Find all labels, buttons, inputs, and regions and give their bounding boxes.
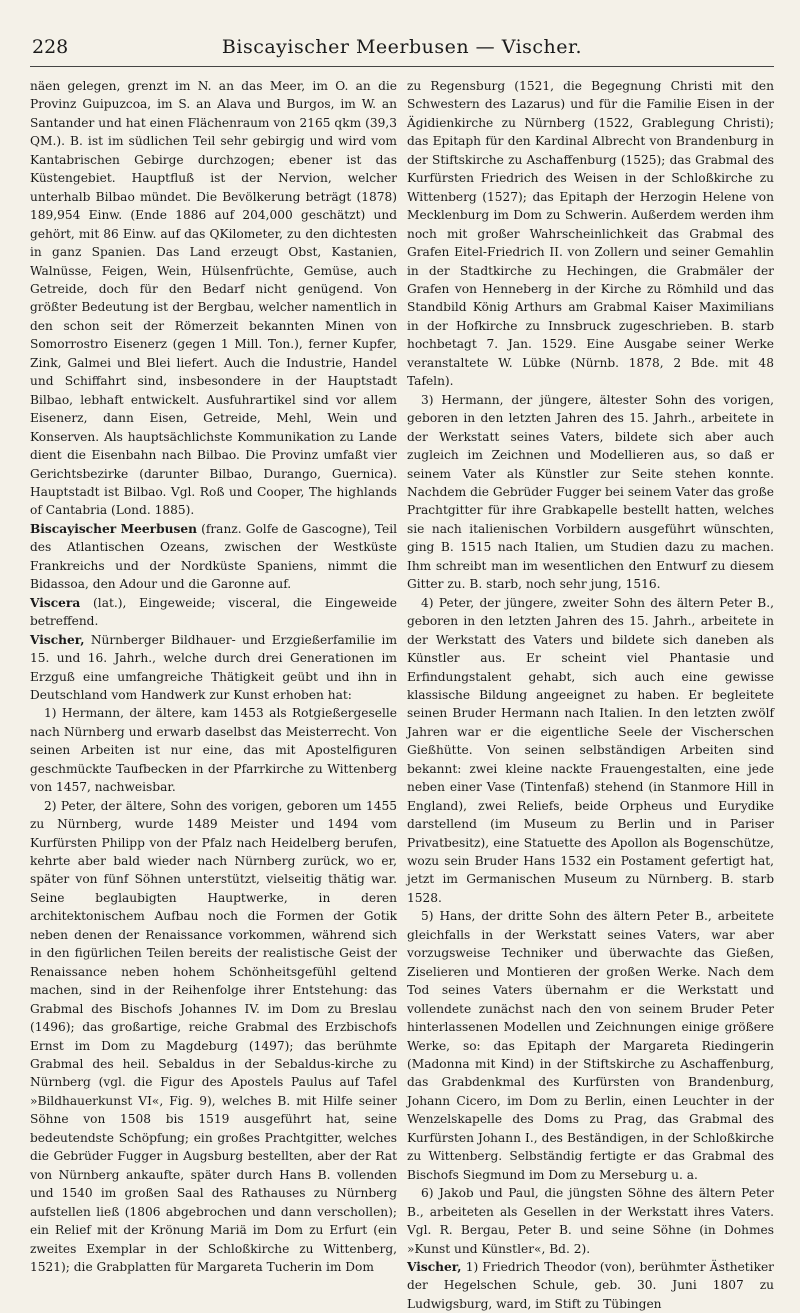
paragraph: zu Regensburg (1521, die Begegnung Christi mit den Schwestern des Lazarus) und für die Familie Eisen in der Ägidienkirche zu Nürnberg (1522, Grablegung Christi); das Epitaph für den Kardinal Albrecht von Brandenburg in der Stiftskirche zu Aschaffenburg (1525); das Grabmal des Kurfürsten Friedrich des Weisen in der Schloßkirche zu Wittenberg (1527); das Epitaph der Herzogin Helene von Mecklenburg im Dom zu Schwerin. Außerdem werden ihm noch mit großer Wahrscheinlichkeit das Grabmal des Grafen Eitel-Friedrich II. von Zollern und seiner Gemahlin in der Stadtkirche zu Hechingen, die Grabmäler der Grafen von Henneberg in der Kirche zu Römhild und das Standbild König Arthurs am Grabmal Kaiser Maximilians in der Hofkirche zu Innsbruck zugeschrieben. B. starb hochbetagt 7. Jan. 1529. Eine Ausgabe seiner Werke veranstaltete W. Lübke (Nürnb. 1878, 2 Bde. mit 48 Tafeln).: [407, 79, 774, 389]
dictionary-entry: [407, 1258, 774, 1313]
numbered-subentry: 3) Hermann, der jüngere, ältester Sohn des vorigen, geboren in den letzten Jahren des 15. Jahrh., arbeitete in der Werkstatt seines Vaters, bildete sich aber auch zugleich im Zeichnen und Modellieren aus, so daß er seinem Vater als Künstler zur Seite stehen konnte. Nachdem die Gebrüder Fugger bei seinem Vater das große Prachtgitter für ihre Grabkapelle bestellt hatten, welches sie nach italienischen Vorbildern ausgeführt wünschten, ging B. 1515 nach Italien, um Studien dazu zu machen. Ihm schreibt man im wesentlichen den Entwurf zu diesem Gitter zu. B. starb, noch sehr jung, 1516.: [407, 392, 774, 592]
numbered-subentry: 1) Hermann, der ältere, kam 1453 als Rotgießergeselle nach Nürnberg und erwarb daselbst das Meisterrecht. Von seinen Arbeiten ist nur eine, das mit Apostelfiguren geschmückte Taufbecken in der Pfarrkirche zu Wittenberg von 1457, nachweisbar.: [30, 706, 397, 795]
page-header: [30, 30, 774, 67]
entry-headword: Vischer,: [407, 1260, 462, 1274]
page-number: 228: [32, 36, 69, 58]
numbered-subentry: 5) Hans, der dritte Sohn des ältern Peter B., arbeitete gleichfalls in der Werkstatt seines Vaters, war aber vorzugsweise Techniker und überwachte das Gießen, Ziselieren und Montieren der großen Werke. Nach dem Tod seines Vaters übernahm er die Werkstatt und vollendete zunächst nach den von seinem Bruder Peter hinterlassenen Modellen und Zeichnungen einige größere Werke, so: das Epitaph der Margareta Riedingerin (Madonna mit Kind) in der Stiftskirche zu Aschaffenburg, das Grabdenkmal des Kurfürsten von Brandenburg, Johann Cicero, im Dom zu Berlin, einen Leuchter in der Wenzelskapelle des Doms zu Prag, das Grabmal des Kurfürsten Johann I., des Beständigen, in der Schloßkirche zu Wittenberg. Selbständig fertigte er das Grabmal des Bischofs Siegmund im Dom zu Merseburg u. a.: [407, 909, 774, 1182]
entry-body: (lat.), Eingeweide; visceral, die Eingeweide betreffend.: [30, 595, 397, 629]
numbered-subentry: 4) Peter, der jüngere, zweiter Sohn des ältern Peter B., geboren in den letzten Jahren des 15. Jahrh., arbeitete in der Werkstatt des Vaters und bildete sich daneben als Künstler aus. Er scheint viel Phantasie und Erfindungstalent gehabt, sich auch eine gewisse klassische Bildung angeeignet zu haben. Er begleitete seinen Bruder Hermann nach Italien. In den letzten zwölf Jahren war er die eigentliche Seele der Vischerschen Gießhütte. Von seinen selbständigen Arbeiten sind bekannt: zwei kleine nackte Frauengestalten, eine jede neben einer Vase (Tintenfaß) stehend (in Stanmore Hill in England), zwei Reliefs, beide Orpheus und Eurydike darstellend (im Museum zu Berlin und in Pariser Privatbesitz), eine Statuette des Apollon als Bogenschütze, wozu sein Bruder Hans 1532 ein Postament gefertigt hat, jetzt im Germanischen Museum zu Nürnberg. B. starb 1528.: [407, 595, 774, 905]
paragraph: näen gelegen, grenzt im N. an das Meer, im O. an die Provinz Guipuzcoa, im S. an Alava und Burgos, im W. an Santander und hat einen Flächenraum von 2165 qkm (39,3 QM.). B. ist im südlichen Teil sehr gebirgig und wird vom Kantabrischen Gebirge durchzogen; ebener ist das Küstengebiet. Hauptfluß ist der Nervion, welcher unterhalb Bilbao mündet. Die Bevölkerung beträgt (1878) 189,954 Einw. (Ende 1886 auf 204,000 geschätzt) und gehört, mit 86 Einw. auf das QKilometer, zu den dichtesten in ganz Spanien. Das Land erzeugt Obst, Kastanien, Walnüsse, Feigen, Wein, Hülsenfrüchte, Gemüse, auch Getreide, doch für den Bedarf nicht genügend. Von größter Bedeutung ist der Bergbau, welcher namentlich in den schon seit der Römerzeit bekannten Minen von Somorrostro Eisenerz (gegen 1 Mill. Ton.), ferner Kupfer, Zink, Galmei und Blei liefert. Auch die Industrie, Handel und Schiffahrt sind, insbesondere in der Hauptstadt Bilbao, lebhaft entwickelt. Ausfuhrartikel sind vor allem Eisenerz, dann Eisen, Getreide, Mehl, Wein und Konserven. Als hauptsächlichste Kommunikation zu Lande dient die Eisenbahn nach Bilbao. Die Provinz umfaßt vier Gerichtsbezirke (darunter Bilbao, Durango, Guernica). Hauptstadt ist Bilbao. Vgl. Roß und Cooper, The highlands of Cantabria (Lond. 1885).: [30, 79, 397, 518]
entry-body: (franz. Golfe de Gascogne), Teil des Atlantischen Ozeans, zwischen der Westküste Frankreichs und der Nordküste Spaniens, nimmt die Bidassoa, den Adour und die Garonne auf.: [30, 521, 397, 592]
dictionary-entry: [30, 631, 397, 705]
running-title: Biscayischer Meerbusen — Vischer.: [221, 36, 583, 58]
numbered-subentry: 2) Peter, der ältere, Sohn des vorigen, geboren um 1455 zu Nürnberg, wurde 1489 Meister und 1494 vom Kurfürsten Philipp von der Pfalz nach Heidelberg berufen, kehrte aber bald wieder nach Nürnberg zurück, wo er, später von fünf Söhnen unterstützt, vielseitig thätig war. Seine beglaubigten Hauptwerke, in deren architektonischem Aufbau noch die Formen der Gotik neben denen der Renaissance vorkommen, während sich in den figürlichen Teilen bereits der realistische Geist der Renaissance neben hohem Schönheitsgefühl geltend machen, sind in der Reihenfolge ihrer Entstehung: das Grabmal des Bischofs Johannes IV. im Dom zu Breslau (1496); das großartige, reiche Grabmal des Erzbischofs Ernst im Dom zu Magdeburg (1497); das berühmte Grabmal des heil. Sebaldus in der Sebaldus-kirche zu Nürnberg (vgl. die Figur des Apostels Paulus auf Tafel »Bildhauerkunst VI«, Fig. 9), welches B. mit Hilfe seiner Söhne von 1508 bis 1519 ausgeführt hat, seine bedeutendste Schöpfung; ein großes Prachtgitter, welches die Gebrüder Fugger in Augsburg bestellten, aber der Rat von Nürnberg ankaufte, später durch Hans B. vollenden und 1540 im großen Saal des Rathauses zu Nürnberg aufstellen ließ (1806 abgebrochen und dann verschollen); ein Relief mit der Krönung Mariä im Dom zu Erfurt (ein zweites Exemplar in der Schloßkirche zu Wittenberg, 1521); die Grabplatten für Margareta Tucherin im Dom: [30, 798, 397, 1274]
entry-headword: Biscayischer Meerbusen: [30, 521, 197, 536]
dictionary-entry: [30, 594, 397, 631]
entry-headword: Viscera: [30, 595, 81, 610]
right-column: [407, 77, 774, 1311]
left-column: [30, 77, 397, 1282]
text-columns: [30, 77, 774, 1311]
entry-headword: Vischer,: [30, 632, 85, 647]
dictionary-entry: [30, 520, 397, 594]
entry-body: Nürnberger Bildhauer- und Erzgießerfamilie im 15. und 16. Jahrh., welche durch drei Generationen im Erzguß eine umfangreiche Thätigkeit geübt und ihn in Deutschland vom Handwerk zur Kunst erhoben hat:: [30, 632, 397, 702]
numbered-subentry: 6) Jakob und Paul, die jüngsten Söhne des ältern Peter B., arbeiteten als Gesellen in der Werkstatt ihres Vaters. Vgl. R. Bergau, Peter B. und seine Söhne (in Dohmes »Kunst und Künstler«, Bd. 2).: [407, 1186, 774, 1256]
entry-body: 1) Friedrich Theodor (von), berühmter Ästhetiker der Hegelschen Schule, geb. 30. Juni 1807 zu Ludwigsburg, ward, im Stift zu Tübingen: [407, 1260, 774, 1311]
